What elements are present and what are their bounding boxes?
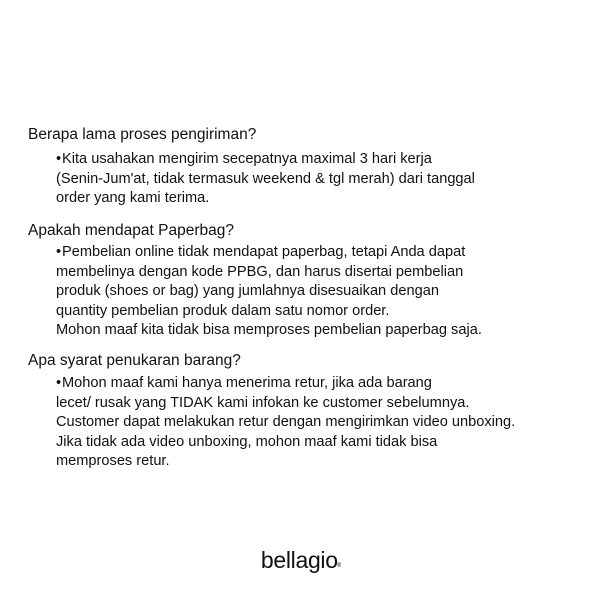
answer-line: quantity pembelian produk dalam satu nomor order. [56, 302, 390, 319]
bullet-icon: • [56, 244, 62, 260]
answer-text: Mohon maaf kami hanya menerima retur, jika ada barang [62, 375, 432, 391]
faq-question-shipping-time: Berapa lama proses pengiriman? [28, 126, 257, 143]
bullet-icon: • [56, 375, 62, 391]
answer-line [56, 150, 596, 170]
answer-text: Pembelian online tidak mendapat paperbag, tetapi Anda dapat [62, 244, 466, 260]
registered-mark: ® [336, 563, 342, 569]
brand-name: bellagio [260, 547, 338, 573]
faq-answer-shipping-time [56, 150, 596, 209]
answer-line: order yang kami terima. [56, 190, 210, 206]
brand-logo [0, 547, 600, 574]
faq-question-return-policy: Apa syarat penukaran barang? [28, 352, 241, 369]
answer-line [56, 243, 596, 263]
answer-line: Mohon maaf kita tidak bisa memproses pembelian paperbag saja. [56, 322, 482, 338]
answer-line [56, 374, 596, 394]
faq-answer-paperbag [56, 243, 596, 341]
answer-line: lecet/ rusak yang TIDAK kami infokan ke customer sebelumnya. [56, 394, 470, 411]
answer-line: memproses retur. [56, 453, 170, 469]
answer-line: produk (shoes or bag) yang jumlahnya disesuaikan dengan [56, 283, 439, 299]
bullet-icon: • [56, 151, 62, 167]
faq-answer-return-policy [56, 374, 596, 472]
answer-line: Customer dapat melakukan retur dengan mengirimkan video unboxing. [56, 414, 516, 430]
answer-line: membelinya dengan kode PPBG, dan harus disertai pembelian [56, 263, 464, 280]
faq-question-paperbag: Apakah mendapat Paperbag? [28, 222, 234, 239]
answer-text: Kita usahakan mengirim secepatnya maximal 3 hari kerja [62, 151, 432, 167]
answer-line: Jika tidak ada video unboxing, mohon maaf kami tidak bisa [56, 433, 438, 450]
answer-line: (Senin-Jum'at, tidak termasuk weekend & tgl merah) dari tanggal [56, 170, 475, 187]
